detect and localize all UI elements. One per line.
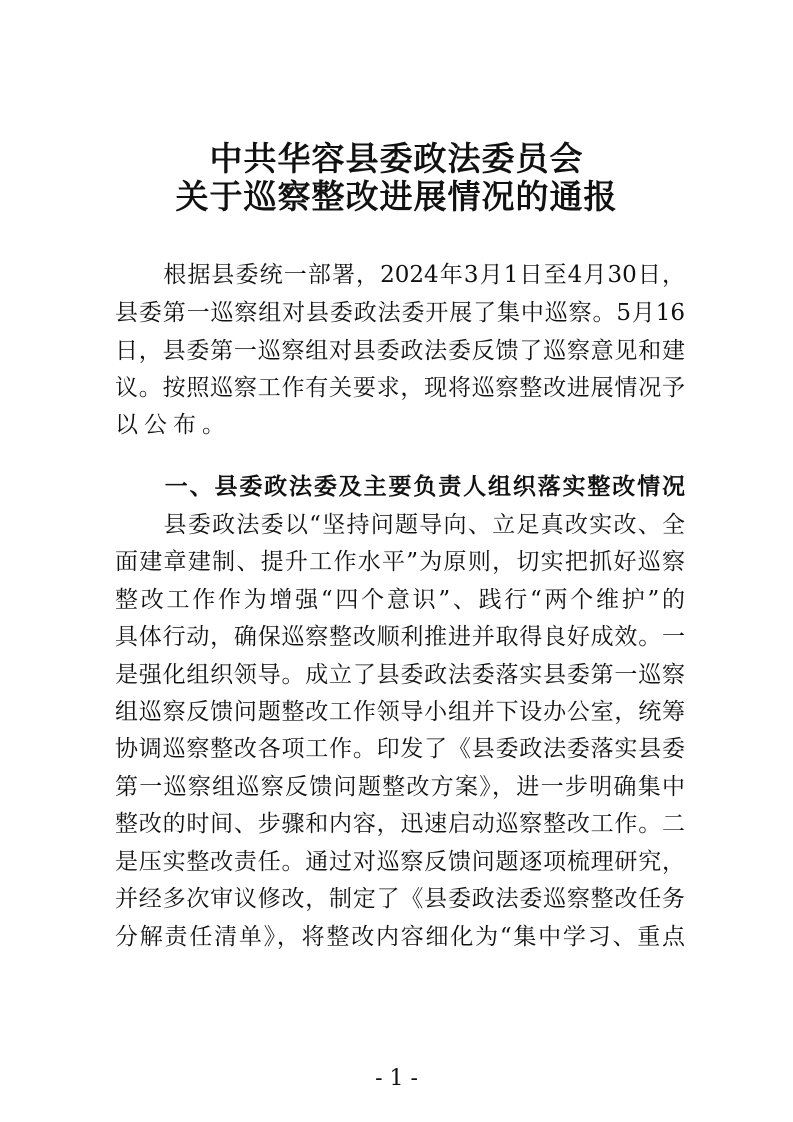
body-text-line: 整改的时间、步骤和内容，迅速启动巡察整改工作。二 bbox=[115, 811, 685, 837]
page-number: - 1 - bbox=[375, 1066, 418, 1091]
body-text-line: 县委政法委以“坚持问题导向、立足真改实改、全 bbox=[115, 512, 685, 538]
body-text-line: 以公布。 bbox=[115, 412, 231, 438]
body-text-line: 整改工作作为增强“四个意识”、践行“两个维护”的 bbox=[115, 587, 685, 613]
body-text-line: 根据县委统一部署，2024年3月1日至4月30日， bbox=[115, 262, 685, 288]
body-text-line: 县委第一巡察组对县委政法委开展了集中巡察。5月16 bbox=[115, 300, 685, 326]
document-title-line-1: 中共华容县委政法委员会 bbox=[209, 139, 584, 178]
section-heading: 一、县委政法委及主要负责人组织落实整改情况 bbox=[115, 473, 685, 500]
document-title-line-2: 关于巡察整改进展情况的通报 bbox=[175, 177, 618, 216]
body-text-line: 并经多次审议修改，制定了《县委政法委巡察整改任务 bbox=[115, 886, 685, 912]
body-text-line: 分解责任清单》，将整改内容细化为“集中学习、重点 bbox=[115, 924, 685, 950]
body-text-line: 具体行动，确保巡察整改顺利推进并取得良好成效。一 bbox=[115, 624, 685, 650]
body-text-line: 第一巡察组巡察反馈问题整改方案》，进一步明确集中 bbox=[115, 774, 685, 800]
body-text-line: 协调巡察整改各项工作。印发了《县委政法委落实县委 bbox=[115, 736, 685, 762]
body-text-line: 是压实整改责任。通过对巡察反馈问题逐项梳理研究， bbox=[115, 849, 685, 875]
body-text-line: 是强化组织领导。成立了县委政法委落实县委第一巡察 bbox=[115, 662, 685, 688]
body-text-line: 组巡察反馈问题整改工作领导小组并下设办公室，统筹 bbox=[115, 699, 685, 725]
body-text-line: 面建章建制、提升工作水平”为原则，切实把抓好巡察 bbox=[115, 549, 685, 575]
body-text-line: 议。按照巡察工作有关要求，现将巡察整改进展情况予 bbox=[115, 375, 685, 401]
body-text-line: 日，县委第一巡察组对县委政法委反馈了巡察意见和建 bbox=[115, 338, 685, 364]
